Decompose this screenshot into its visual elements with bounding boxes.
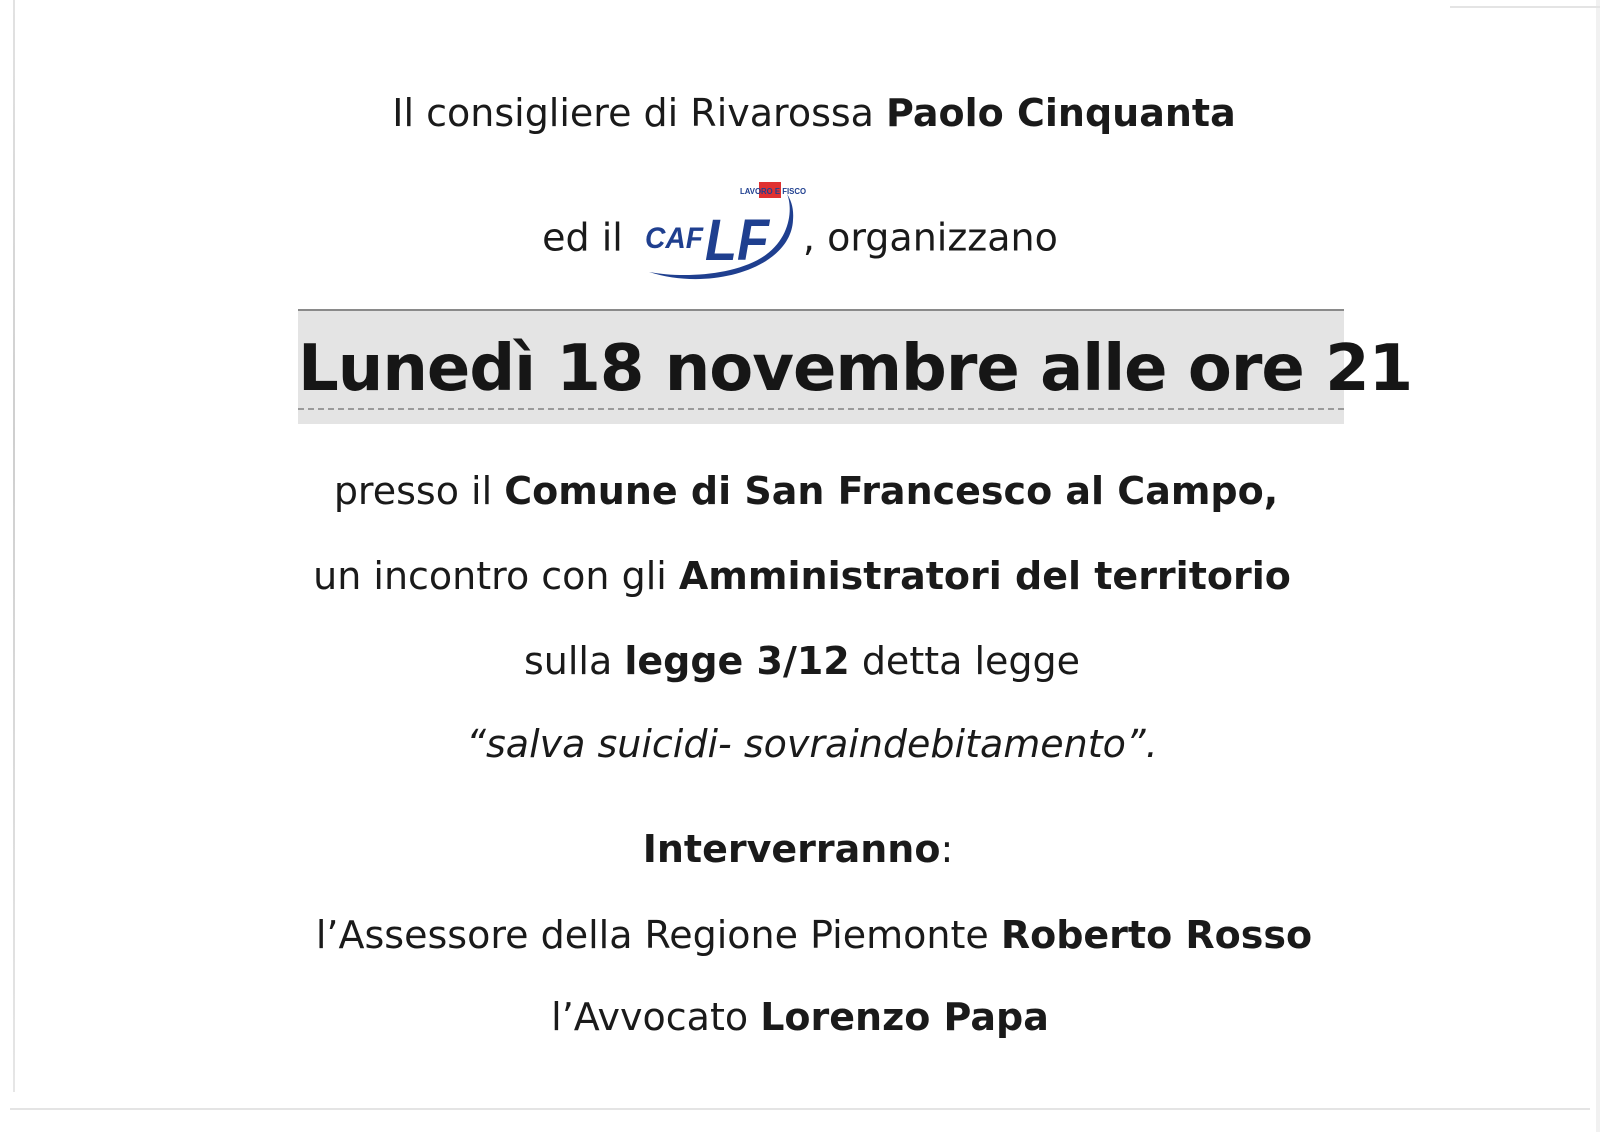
scan-edge-bottom — [10, 1108, 1590, 1110]
law-prefix: sulla — [523, 639, 625, 683]
caf-lf-logo — [641, 180, 806, 284]
meeting-audience: Amministratori del territorio — [678, 554, 1291, 598]
law-nickname: “salva suicidi- sovraindebitamento”. — [466, 722, 1158, 766]
venue-name: Comune di San Francesco al Campo, — [504, 469, 1279, 513]
meeting-line — [2, 553, 1602, 599]
meeting-prefix: un incontro con gli — [313, 554, 679, 598]
scan-edge-top — [1450, 6, 1600, 8]
speaker-role: l’Assessore della Regione Piemonte — [315, 913, 1001, 957]
logo-lf-text: LF — [704, 208, 771, 273]
speaker-name: Roberto Rosso — [1000, 913, 1313, 957]
banner-dashed-rule — [298, 408, 1344, 410]
speakers-heading-colon: : — [940, 827, 954, 871]
organizers-prefix: ed il — [542, 215, 635, 260]
organizers-line — [0, 188, 1600, 292]
speakers-heading-label: Interverranno — [642, 827, 941, 871]
law-name: legge 3/12 — [624, 639, 850, 683]
logo-caf-text: CAF — [644, 222, 704, 255]
event-date-banner — [298, 309, 1413, 424]
venue-line — [6, 468, 1606, 514]
law-suffix: detta legge — [849, 639, 1081, 683]
law-nickname-line — [12, 721, 1612, 767]
venue-prefix: presso il — [333, 469, 505, 513]
intro-line — [14, 90, 1614, 136]
intro-name: Paolo Cinquanta — [886, 91, 1236, 135]
speaker-line — [0, 994, 1600, 1040]
intro-prefix: Il consigliere di Rivarossa — [392, 91, 887, 135]
logo-tagline: LAVORO E FISCO — [739, 187, 806, 196]
event-date: Lunedì 18 novembre alle ore 21 — [298, 332, 1413, 406]
speakers-heading — [0, 826, 1598, 872]
speaker-role: l’Avvocato — [551, 995, 761, 1039]
speaker-name: Lorenzo Papa — [760, 995, 1049, 1039]
organizers-suffix: , organizzano — [802, 215, 1058, 260]
law-line — [2, 638, 1602, 684]
speaker-line — [14, 912, 1614, 958]
